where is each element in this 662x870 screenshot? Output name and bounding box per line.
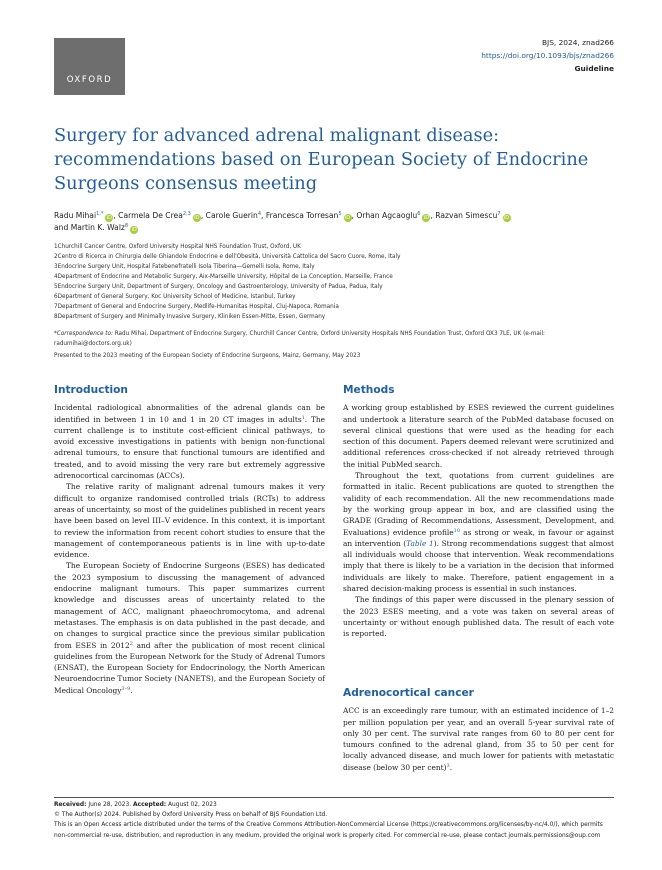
- author: Carole Guerin$^4$,: [205, 211, 266, 220]
- orcid-icon[interactable]: iD: [344, 215, 351, 221]
- affiliation: 5Endocrine Surgery Unit, Department of Surgery, Oncology and Gastroenterology, University of Padua, Padua, Italy: [54, 284, 383, 290]
- paragraph: The European Society of Endocrine Surgeons (ESES) has dedicated the 2023 symposium to discussing the management of advanced endocrine malignant tumours. This paper summarizes current knowledge and discusses areas of uncertainty related to the management of ACC, malignant phaeochromocytoma, and adrenal metastases. The emphasis is on data published in the past decade, and on changes to surgical practice since the previous similar publication from ESES in 2012$^2$ and after the publication of most recent clinical guidelines from the European Network for the Study of Adrenal Tumors (ENSAT), the European Society for Endocrinology, the North American Neuroendocrine Tumor Society (NANETS), and the European Society of Medical Oncology$^{3-9}$.: [54, 561, 325, 695]
- orcid-icon[interactable]: iD: [503, 215, 510, 221]
- section-heading: Introduction: [54, 384, 128, 396]
- presented-note: Presented to the 2023 meeting of the European Society of Endocrine Surgeons, Mainz, Germany, May 2023: [54, 353, 361, 359]
- paragraph: ACC is an exceedingly rare tumour, with an estimated incidence of 1–2 per million population per year, and an overall 5-year survival rate of only 30 per cent. The survival rate ranges from 60 to 80 per cent for tumours confined to the adrenal gland, from 35 to 50 per cent for locally advanced disease, and much lower for patients with metastatic disease (below 30 per cent)$^3$.: [343, 706, 614, 772]
- affiliation: 7Department of General and Endocrine Surgery, Medlife-Humanitas Hospital, Cluj-Napoca, Romania: [54, 304, 339, 310]
- footer-notes: [54, 797, 614, 841]
- author-list: [54, 210, 614, 234]
- copyright: © The Author(s) 2024. Published by Oxford University Press on behalf of BJS Foundation Ltd.: [54, 812, 328, 819]
- methods-section: [343, 385, 614, 640]
- introduction-section: [54, 385, 325, 696]
- dates: Received: June 28, 2023. Accepted: August 02, 2023: [54, 802, 217, 808]
- author: Radu Mihai$^{1,*}$iD,: [54, 211, 119, 221]
- table-link[interactable]: Table 1: [406, 538, 434, 548]
- author: Carmela De Crea$^{2,3}$iD,: [118, 211, 206, 221]
- affiliation: 4Department of Endocrine and Metabolic Surgery, Aix-Marseille University, Hôpital de La Conception, Marseille, France: [54, 274, 393, 280]
- paragraph: A working group established by ESES reviewed the current guidelines and undertook a literature search of the PubMed database focused on several clinical questions that were used as the heading for each section of this document. Papers deemed relevant were scrutinized and additional references cross-checked if not already retrieved through the initial PubMed search.: [343, 403, 614, 469]
- affiliation: 8Department of Surgery and Minimally Invasive Surgery, Kliniken Essen-Mitte, Essen, Germany: [54, 314, 326, 320]
- oxford-logo: [54, 38, 125, 95]
- paragraph: The findings of this paper were discussed in the plenary session of the 2023 ESES meeting, and a vote was taken on several areas of uncertainty or without enough published data. The result of each vote is reported.: [343, 595, 614, 639]
- author: and Martin K. Walz$^8$iD: [54, 223, 137, 233]
- paragraph: The relative rarity of malignant adrenal tumours makes it very difficult to organize randomised controlled trials (RCTs) to address areas of uncertainty, so most of the guidelines published in recent years have been based on level III–V evidence. In this context, it is important to review the information from recent cohort studies to ensure that the management of contemporaneous patients is in line with up-to-date evidence.: [54, 482, 325, 560]
- affiliation: 3Endocrine Surgery Unit, Hospital Fatebenefratelli Isola Tiberina—Gemelli Isola, Rome, Italy: [54, 264, 315, 270]
- orcid-icon[interactable]: iD: [131, 227, 137, 233]
- logo-text: OXFORD: [66, 75, 113, 85]
- paragraph: Incidental radiological abnormalities of the adrenal glands can be identified in between 1 in 10 and 1 in 20 CT images in adults$^1$. The current challenge is to institute cost-efficient clinical pathways, to avoid excessive investigations in patients with benign non-functional adrenal tumours, to ensure that functional tumours are identified and treated, and to avoid missing the very rare but extremely aggressive adrenocortical carcinomas (ACCs).: [54, 403, 325, 481]
- orcid-icon[interactable]: iD: [423, 215, 430, 221]
- journal-ref: BJS, 2024, znad266: [541, 38, 614, 47]
- orcid-icon[interactable]: iD: [194, 215, 200, 221]
- section-heading: Adrenocortical cancer: [343, 687, 474, 699]
- license: This is an Open Access article distributed under the terms of the Creative Commons Attribution-NonCommercial License (https://creativecommons.org/licenses/by-nc/4.0/), which permits non-commercial re-use, distribution, and reproduction in any medium, provided the original work is properly cited. For commercial re-use, please contact journals.permissions@oup.com: [54, 822, 603, 839]
- orcid-icon[interactable]: iD: [106, 215, 112, 221]
- doi-link[interactable]: https://doi.org/10.1093/bjs/znad266: [481, 51, 614, 60]
- journal-header: [481, 36, 614, 75]
- affiliation: 2Centro di Ricerca in Chirurgia delle Ghiandole Endocrine e dell'Obesità, Università Cattolica del Sacro Cuore, Rome, Italy: [54, 254, 401, 260]
- section-heading: Methods: [343, 384, 395, 396]
- acc-section: [343, 688, 614, 773]
- affiliation: 6Department of General Surgery, Koc University School of Medicine, Istanbul, Turkey: [54, 294, 296, 300]
- author: Orhan Agcaoglu$^6$iD,: [356, 211, 436, 221]
- correspondence: *Correspondence to: Radu Mihai, Department of Endocrine Surgery, Churchill Cancer Centre, Oxford University Hospitals NHS Foundation Trust, Oxford OX3 7LE, UK (e-mail: radumihai@doctors.org.uk): [54, 331, 545, 347]
- author: Razvan Simescu$^7$iD: [435, 211, 510, 221]
- affiliations: [54, 242, 614, 322]
- article-type: Guideline: [574, 64, 614, 73]
- paragraph: Throughout the text, quotations from current guidelines are formatted in italic. Recent publications are quoted to strengthen the validity of each recommendation. All the new recommendations made by the working group appear in box, and are classified using the GRADE (Grading of Recommendations, Assessment, Development, and Evaluations) evidence profile$^{10}$ as strong or weak, in favour or against an intervention (Table 1). Strong recommendations suggest that almost all individuals would choose that intervention. Weak recommendations imply that there is likely to be a variation in the decision that informed individuals are likely to make. Therefore, patient engagement in a shared decision-making process is essential in such instances.: [343, 471, 614, 594]
- article-title: Surgery for advanced adrenal malignant disease: recommendations based on European Society of Endocrine Surgeons consensus meeting: [54, 125, 589, 194]
- author: Francesca Torresan$^5$iD,: [265, 211, 357, 221]
- affiliation: 1Churchill Cancer Centre, Oxford University Hospital NHS Foundation Trust, Oxford, UK: [54, 244, 301, 250]
